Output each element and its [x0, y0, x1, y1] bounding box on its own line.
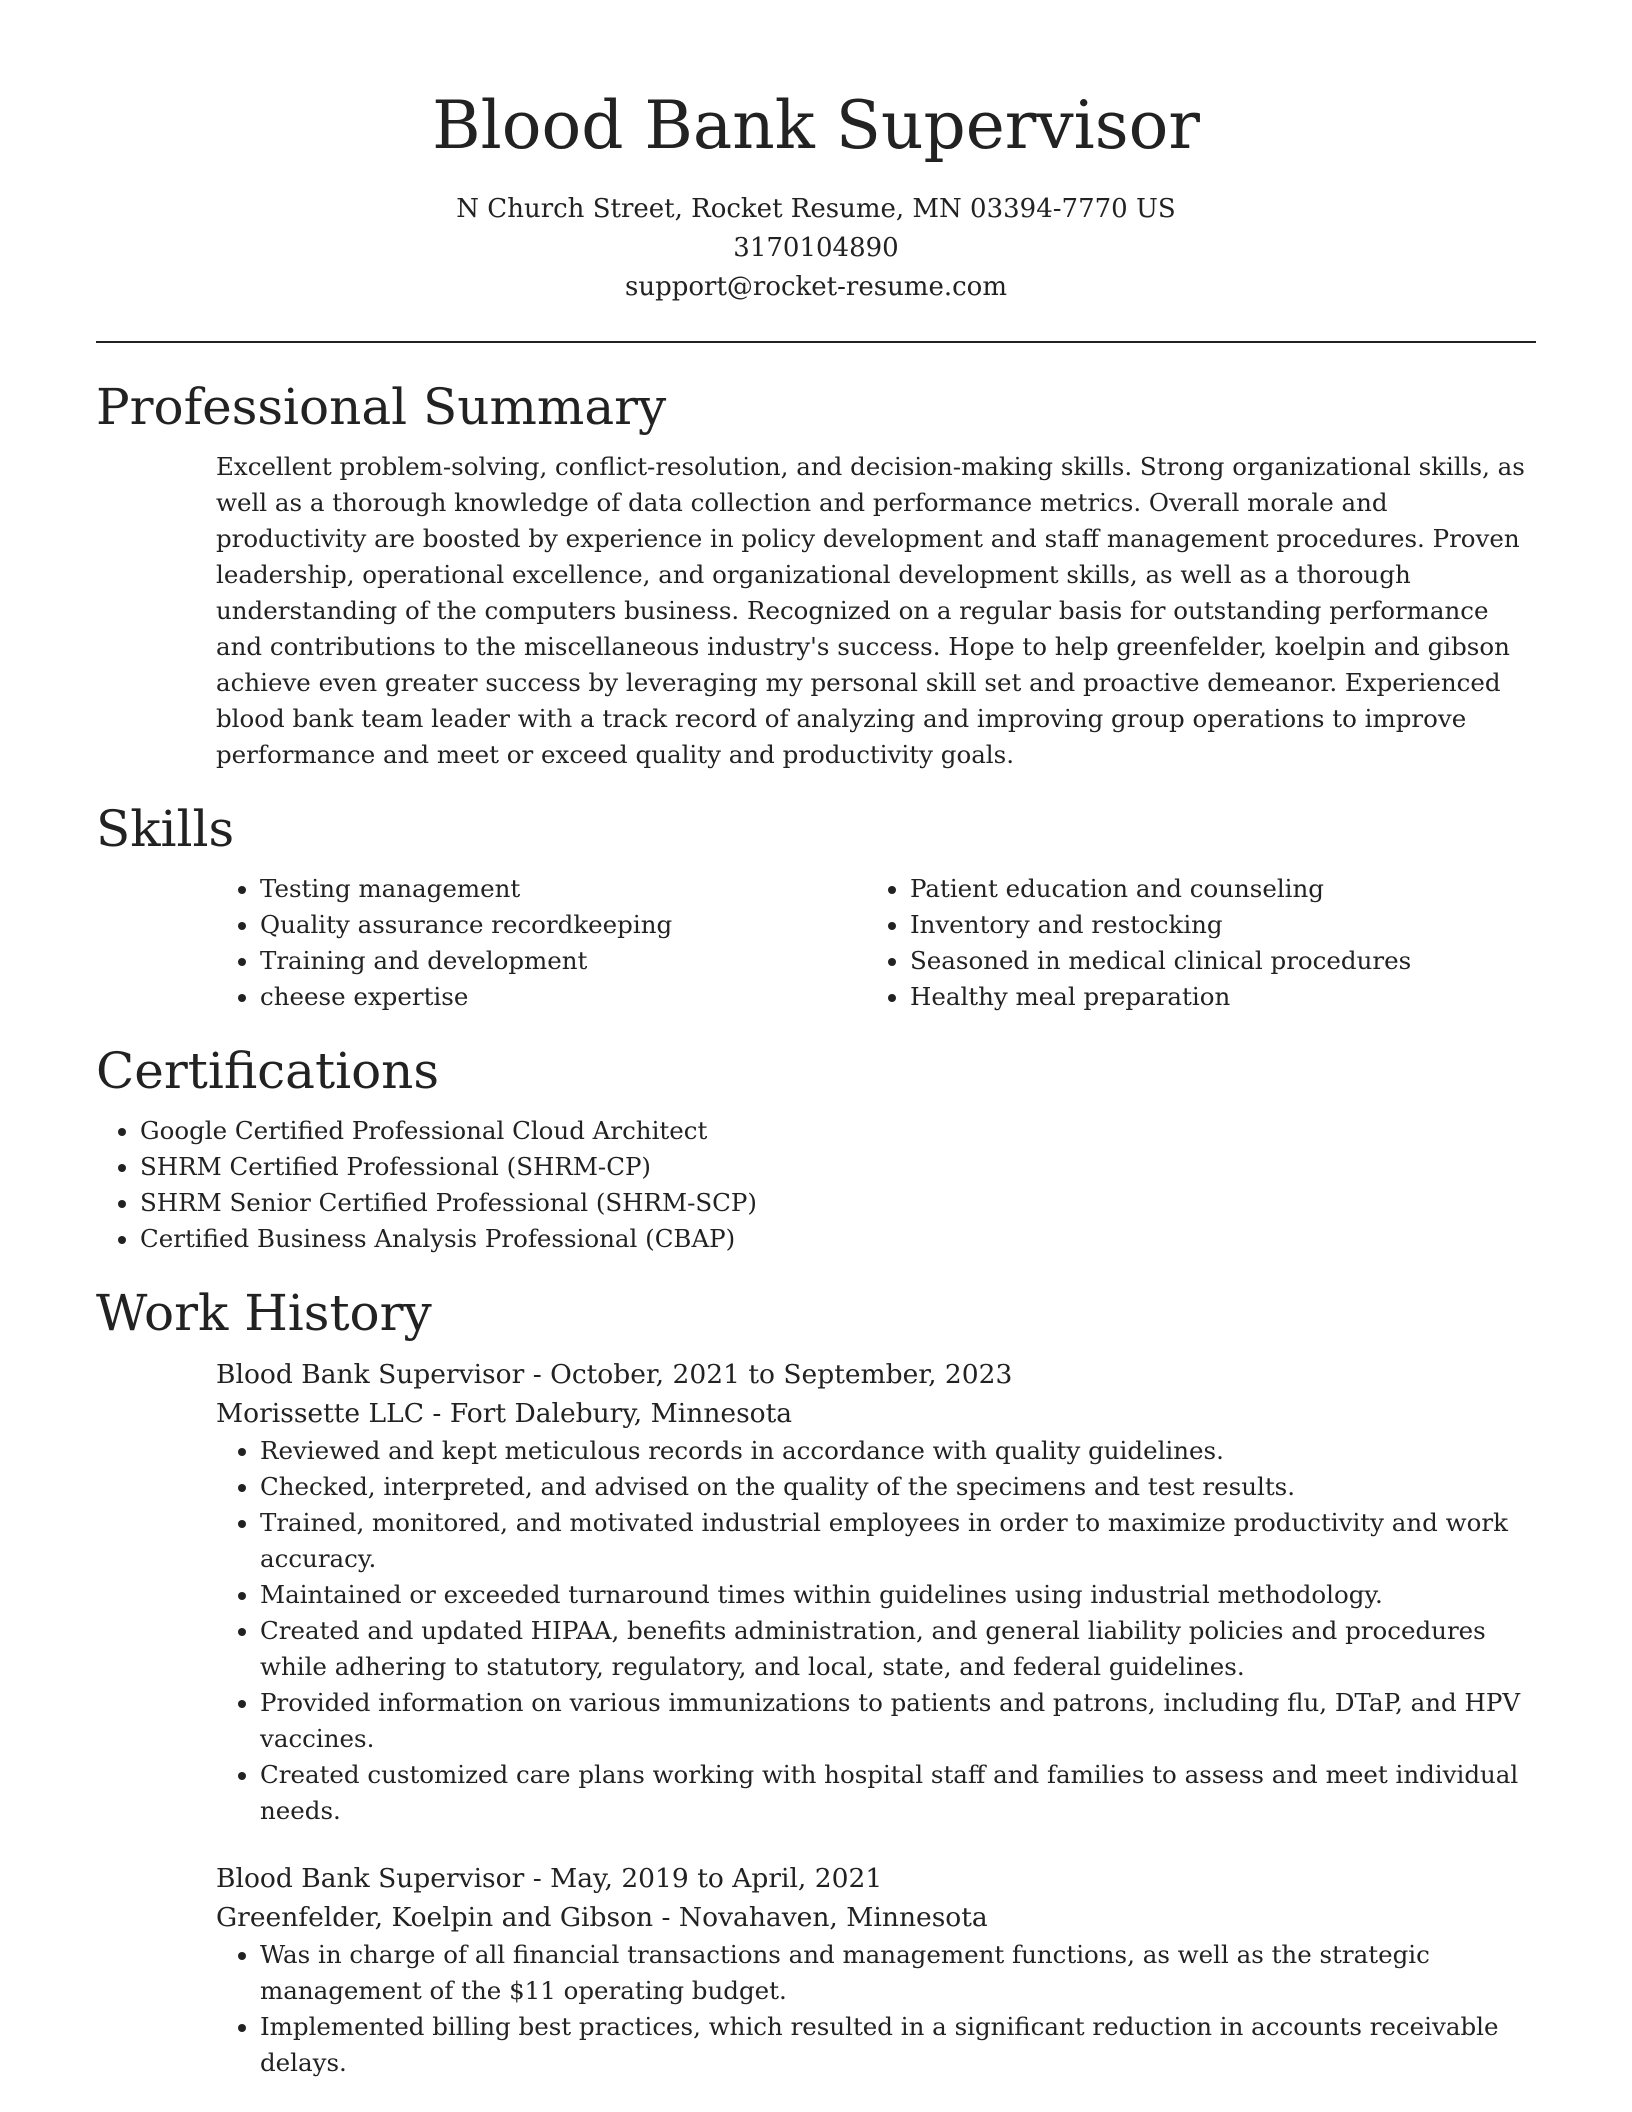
certifications-heading: Certifications — [96, 1042, 440, 1100]
job-bullet: • Reviewed and kept meticulous records in accordance with quality guidelines. — [260, 1433, 1536, 1469]
contact-phone: 3170104890 — [733, 233, 899, 263]
summary-section — [96, 377, 1536, 773]
job-title-line — [216, 1859, 1536, 1898]
certifications-section — [96, 1041, 1536, 1257]
job-bullet: • Maintained or exceeded turnaround times within guidelines using industrial methodology. — [260, 1577, 1536, 1613]
job-dates: May, 2019 to April, 2021 — [550, 1863, 883, 1894]
work-history-section — [96, 1283, 1536, 2081]
skill-item: • Healthy meal preparation — [910, 979, 1516, 1015]
job-bullet: • Was in charge of all financial transactions and management functions, as well as the strategic management of the $11 operating budget. — [260, 1937, 1536, 2009]
job-bullet: • Provided information on various immunizations to patients and patrons, including flu, DTaP, and HPV vaccines. — [260, 1685, 1536, 1757]
skill-item: • Patient education and counseling — [910, 871, 1516, 907]
job-title-line — [216, 1355, 1536, 1394]
job-entry — [216, 1859, 1536, 2081]
skill-item: • cheese expertise — [260, 979, 866, 1015]
skill-item: • Seasoned in medical clinical procedures — [910, 943, 1516, 979]
work-history-heading: Work History — [96, 1284, 432, 1342]
certification-item: • Certified Business Analysis Professional (CBAP) — [140, 1221, 1536, 1257]
skills-right-column — [866, 871, 1516, 1015]
summary-heading: Professional Summary — [96, 378, 667, 436]
header-divider — [96, 341, 1536, 343]
job-company-line — [216, 1898, 1536, 1937]
skills-heading: Skills — [96, 800, 235, 858]
skills-columns — [216, 871, 1536, 1015]
certification-item: • Google Certified Professional Cloud Architect — [140, 1113, 1536, 1149]
summary-text: Excellent problem-solving, conflict-resolution, and decision-making skills. Strong organizational skills, as well as a thorough knowledge of data collection and performance metrics. Overall morale and productivity are boosted by experience in policy development and staff management procedures. Proven leadership, operational excellence, and organizational development skills, as well as a thorough understanding of the computers business. Recognized on a regular basis for outstanding performance and contributions to the miscellaneous industry's success. Hope to help greenfelder, koelpin and gibson achieve even greater success by leveraging my personal skill set and proactive demeanor. Experienced blood bank team leader with a track record of analyzing and improving group operations to improve performance and meet or exceed quality and productivity goals. — [216, 452, 1525, 769]
job-location: Fort Dalebury, Minnesota — [449, 1398, 793, 1429]
job-location: Novahaven, Minnesota — [678, 1902, 988, 1933]
certifications-list — [96, 1113, 1536, 1257]
job-bullet: • Trained, monitored, and motivated industrial employees in order to maximize productivity and work accuracy. — [260, 1505, 1536, 1577]
job-bullet: • Implemented billing best practices, which resulted in a significant reduction in accounts receivable delays. — [260, 2009, 1536, 2081]
job-bullets — [216, 1937, 1536, 2081]
job-bullet: • Created customized care plans working with hospital staff and families to assess and meet individual needs. — [260, 1757, 1536, 1829]
skill-item: • Testing management — [260, 871, 866, 907]
contact-block — [96, 190, 1536, 307]
skill-item: • Quality assurance recordkeeping — [260, 907, 866, 943]
certification-item: • SHRM Senior Certified Professional (SHRM-SCP) — [140, 1185, 1536, 1221]
resume-name: Blood Bank Supervisor — [432, 87, 1200, 164]
contact-email: support@rocket-resume.com — [624, 272, 1007, 302]
job-bullet: • Checked, interpreted, and advised on the quality of the specimens and test results. — [260, 1469, 1536, 1505]
job-title: Blood Bank Supervisor — [216, 1359, 525, 1390]
job-company: Morissette LLC — [216, 1398, 424, 1429]
separator: - — [524, 1359, 551, 1390]
skill-item: • Inventory and restocking — [910, 907, 1516, 943]
job-title: Blood Bank Supervisor — [216, 1863, 525, 1894]
job-bullet: • Created and updated HIPAA, benefits administration, and general liability policies and procedures while adhering to statutory, regulatory, and local, state, and federal guidelines. — [260, 1613, 1536, 1685]
certification-item: • SHRM Certified Professional (SHRM-CP) — [140, 1149, 1536, 1185]
separator: - — [524, 1863, 551, 1894]
contact-address: N Church Street, Rocket Resume, MN 03394-7770 US — [456, 194, 1176, 224]
resume-page — [96, 0, 1536, 2081]
job-company: Greenfelder, Koelpin and Gibson — [216, 1902, 654, 1933]
job-entry — [216, 1355, 1536, 1829]
job-bullets — [216, 1433, 1536, 1829]
separator: - — [424, 1398, 450, 1429]
separator: - — [653, 1902, 679, 1933]
skill-item: • Training and development — [260, 943, 866, 979]
job-dates: October, 2021 to September, 2023 — [550, 1359, 1013, 1390]
resume-header — [96, 0, 1536, 307]
job-company-line — [216, 1394, 1536, 1433]
skills-left-column — [216, 871, 866, 1015]
skills-section — [96, 799, 1536, 1015]
